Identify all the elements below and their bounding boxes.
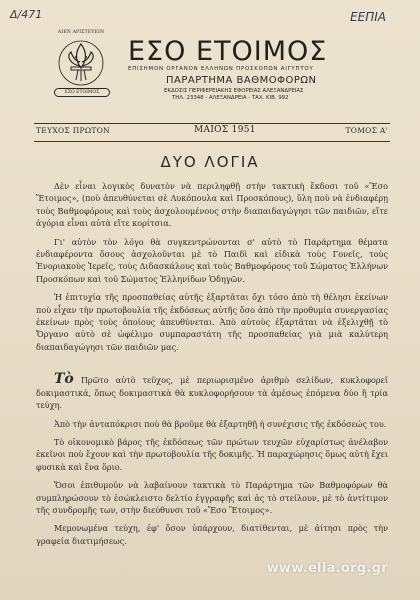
handwritten-archive-mark: ΕΕΠΙΑ <box>350 10 386 24</box>
article-headline: ΔΥΟ ΛΟΓΙΑ <box>160 153 260 171</box>
publication-subtitle: ΕΠΙΣΗΜΟΝ ΟΡΓΑΝΟΝ ΕΛΛΗΝΩΝ ΠΡΟΣΚΟΠΩΝ ΑΙΓΥΠΤΟΥ <box>128 66 314 72</box>
paragraph: Ἡ ἐπιτυχία τῆς προσπαθείας αὐτῆς ἐξαρτᾶται ὄχι τόσο ἀπὸ τὴ θέλησι ἐκείνων ποὺ εἶχαν τὴν πρωτοβουλία τῆς ἐκδόσεως αὐτῆς ὅσο ἀπὸ τὴν προθυμία συνεργασίας ἐκείνων πρὸς τοὺς ὁποίους ἀπευθύνεται. Ἀπὸ αὐτοὺς ἐξαρτᾶται νὰ ἐξελιχθῇ τὸ Ὄργανο αὐτὸ σὲ ὠφέλιμο συμπαραστάτη τῆς προσπαθείας γιὰ μιὰ καλύτερη διαπαιδαγώγησι τῶν παιδιῶν μας. <box>36 292 388 352</box>
contact-line: ΤΗΛ. 23348 - ΑΛΕΞΑΝΔΡΕΙΑ - ΤΑΧ. ΚΙΒ. 992 <box>172 95 289 101</box>
issue-info-bar <box>34 123 390 142</box>
fleur-de-lis-icon <box>56 38 106 88</box>
paragraph: Ὅσοι ἐπιθυμοῦν νὰ λαβαίνουν τακτικὰ τὸ Παράρτημα τῶν Βαθμοφόρων θὰ συμπληρώσουν τὸ ἐσώκλειστο δελτίο ἐγγραφῆς καὶ ἀς τὸ στείλουν, μὲ τὸ ἀντίτιμον τῆς συνδρομῆς των, στὴν διεύθυνσι τοῦ «Ἔσο Ἕτοιμος». <box>36 480 388 515</box>
lead-word: Τὸ <box>54 371 74 388</box>
issue-number: ΤΕΥΧΟΣ ΠΡΩΤΟΝ <box>36 126 111 135</box>
volume-number: ΤΟΜΟΣ Α' <box>345 126 388 135</box>
issue-date: ΜΑΙΟΣ 1951 <box>194 125 256 135</box>
handwritten-catalog-number: Δ/471 <box>10 8 43 21</box>
paragraph <box>36 373 388 411</box>
supplement-name: ΠΑΡΑΡΤΗΜΑ ΒΑΘΜΟΦΟΡΩΝ <box>166 75 317 86</box>
paragraph: Τὸ οἰκονομικὸ βάρος τῆς ἐκδόσεως τῶν πρώτων τευχῶν εὐχαρίστως ἀνέλαβον ἐκεῖνοι ποὺ ἔχουν καὶ τὴν πρωτοβουλία τῆς δοκιμῆς. Ἡ παραχώρησις ὅμως αὐτὴ ἔχει φυσικὰ καὶ ἕνα ὅριο. <box>36 436 388 472</box>
emblem-ribbon: ΕΣΟ ΕΤΟΙΜΟΣ <box>54 88 110 97</box>
emblem-motto: ΑΙΕΝ ΑΡΙΣΤΕΥΕΙΝ <box>57 30 105 35</box>
paragraph: Μεμονωμένα τεύχη, ἐφ' ὅσον ὑπάρχουν, διατίθενται, μὲ ἀίτησι πρὸς τὴν γραφεία διατιμήσεως. <box>36 523 388 546</box>
publication-title: ΕΣΟ ΕΤΟΙΜΟΣ <box>128 36 328 67</box>
site-watermark: www.elia.org.gr <box>266 561 388 576</box>
paragraph: Ἀπὸ τὴν ἀνταπόκρισι ποὺ θὰ βροῦμε θὰ ἐξαρτηθῇ ἡ συνέχισις τῆς ἐκδόσεώς του. <box>54 418 387 429</box>
paragraph: Γι' αὐτὸν τὸν λόγο θὰ συγκεντρώνονται σ' αὐτὸ τὸ Παράρτημα θέματα ἐνδιαφέροντα ὅσους ἀσχολοῦνται μὲ τὸ Παιδὶ καὶ εἰδικὰ τοὺς Γονεῖς, τοὺς Ἐνοριακοὺς Ἱερεῖς, τοὺς Διδασκάλους καὶ τοὺς Βαθμοφόρους τοῦ Σώματος Ἑλλήνων Προσκόπων καὶ τοῦ Σώματος Ἑλληνίδων Ὁδηγῶν. <box>36 236 388 284</box>
masthead <box>128 37 368 101</box>
paragraph-text: Πρῶτο αὐτὸ τεῦχος, μὲ περιωρισμένο ἀριθμὸ σελίδων, κυκλοφορεῖ δοκιμαστικά, ὅπως δοκιμαστικὰ θὰ κυκλοφορήσουν τὰ ἀμέσως ἑπόμενα δύο ἢ τρία τεύχη. <box>36 375 388 411</box>
publisher-line: ΕΚΔΟΣΙΣ ΠΕΡΙΦΕΡΕΙΑΚΗΣ ΕΦΟΡΕΙΑΣ ΑΛΕΞΑΝΔΡΕΙΑΣ <box>164 88 304 94</box>
article-body <box>36 180 388 553</box>
scout-emblem <box>50 30 112 102</box>
paragraph: Δὲν εἶναι λογικὸς δυνατὸν νὰ περιληφθῇ στὴν τακτικὴ ἔκδοσι τοῦ «Ἔσο Ἕτοιμος», (ποὺ ἀπευθύνεται σὲ Λυκόπουλα καὶ Προσκόπους), ὕλη ποὺ νὰ ἐνδιαφέρῃ τοὺς Βαθμοφόρους καὶ τοὺς ἀσχολουμένους στὴν διαπαιδαγώγησι τῶν παιδιῶν, εἴτε ἀγόρια εἶναι αὐτὰ εἴτε κορίτσια. <box>36 181 388 229</box>
